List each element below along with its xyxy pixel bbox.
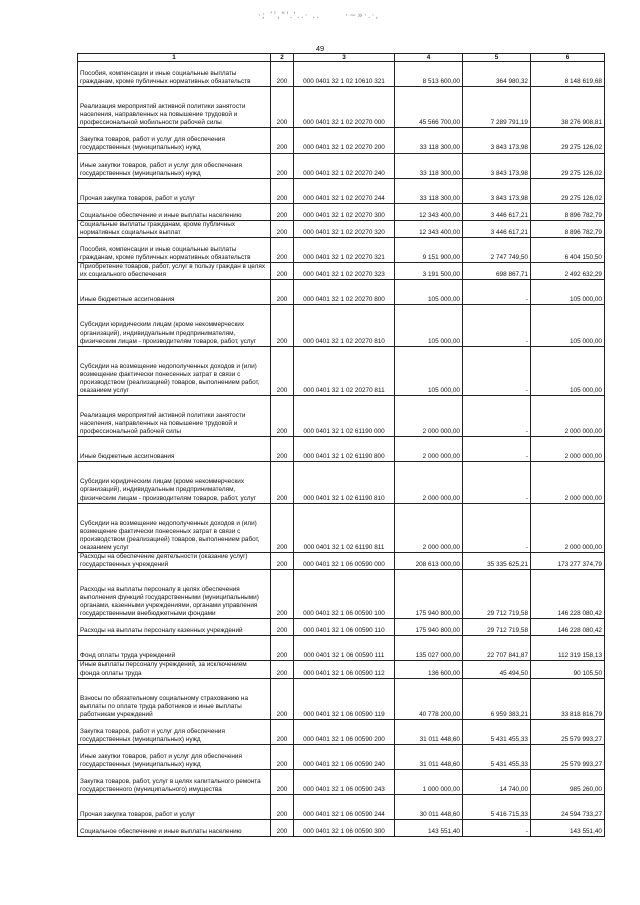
row-name-cell: Реализация мероприятий активной политики занятости населения, направленных на повышение трудовой и профессиональной рабочей силы xyxy=(78,395,271,436)
table-row xyxy=(78,280,605,305)
row-code-cell: 000 0401 32 1 06 00590 240 xyxy=(294,744,395,769)
row-name-cell: Иные выплаты персоналу учреждений, за исключением фонда оплаты труда xyxy=(78,661,271,678)
row-name-cell: Закупка товаров, работ, услуг в целях капитального ремонта государственного (муниципального) имущества xyxy=(78,770,271,795)
row-name-cell: Субсидии на возмещение недополученных доходов и (или) возмещение фактически понесенных затрат в связи с производством (реализацией) товаров, выполнением работ, оказанием услуг xyxy=(78,503,271,552)
row-col2-cell: 200 xyxy=(271,203,294,220)
row-code-cell: 000 0401 32 1 02 20270 000 xyxy=(294,87,395,128)
row-approved-cell: 12 343 400,00 xyxy=(395,203,463,220)
row-executed-cell: - xyxy=(463,280,531,305)
row-remaining-cell: 985 260,00 xyxy=(531,770,605,795)
row-code-cell: 000 0401 32 1 02 20270 811 xyxy=(294,346,395,395)
row-name-cell: Прочая закупка товаров, работ и услуг xyxy=(78,178,271,203)
row-name-cell: Социальные выплаты гражданам, кроме публичных нормативных социальных выплат xyxy=(78,220,271,237)
row-executed-cell: 3 843 173,98 xyxy=(463,153,531,178)
row-col2-cell: 200 xyxy=(271,178,294,203)
row-code-cell: 000 0401 32 1 02 20270 200 xyxy=(294,128,395,153)
table-row xyxy=(78,719,605,744)
row-approved-cell: 175 940 800,00 xyxy=(395,619,463,636)
row-executed-cell: 29 712 719,58 xyxy=(463,619,531,636)
row-approved-cell: 2 000 000,00 xyxy=(395,503,463,552)
row-code-cell: 000 0401 32 1 06 00590 244 xyxy=(294,795,395,820)
row-code-cell: 000 0401 32 1 06 00590 112 xyxy=(294,661,395,678)
row-remaining-cell: 105 000,00 xyxy=(531,280,605,305)
row-col2-cell: 200 xyxy=(271,437,294,462)
row-col2-cell: 200 xyxy=(271,619,294,636)
row-col2-cell: 200 xyxy=(271,636,294,661)
column-header: 1 xyxy=(78,54,271,62)
row-executed-cell: 3 446 617,21 xyxy=(463,203,531,220)
table-row xyxy=(78,503,605,552)
row-code-cell: 000 0401 32 1 06 00590 111 xyxy=(294,636,395,661)
row-remaining-cell: 143 551,40 xyxy=(531,820,605,837)
row-code-cell: 000 0401 32 1 06 00590 200 xyxy=(294,719,395,744)
row-col2-cell: 200 xyxy=(271,62,294,87)
row-executed-cell: - xyxy=(463,395,531,436)
budget-table xyxy=(77,53,605,837)
row-col2-cell: 200 xyxy=(271,719,294,744)
table-row xyxy=(78,178,605,203)
row-approved-cell: 143 551,40 xyxy=(395,820,463,837)
table-row xyxy=(78,128,605,153)
row-code-cell: 000 0401 32 1 02 61190 810 xyxy=(294,462,395,503)
row-name-cell: Субсидии на возмещение недополученных доходов и (или) возмещение фактически понесенных затрат в связи с производством (реализацией) товаров, выполнением работ, оказанием услуг xyxy=(78,346,271,395)
column-header: 2 xyxy=(271,54,294,62)
column-header: 4 xyxy=(395,54,463,62)
row-code-cell: 000 0401 32 1 06 00590 110 xyxy=(294,619,395,636)
row-approved-cell: 45 566 700,00 xyxy=(395,87,463,128)
row-col2-cell: 200 xyxy=(271,552,294,569)
row-code-cell: 000 0401 32 1 02 20270 240 xyxy=(294,153,395,178)
row-col2-cell: 200 xyxy=(271,661,294,678)
scan-mark-right: ·~»·.·, xyxy=(345,11,380,21)
table-row xyxy=(78,462,605,503)
row-name-cell: Субсидии юридическим лицам (кроме некоммерческих организаций), индивидуальным предпринимателям, физическим лицам - производителям товаров, работ, услуг xyxy=(78,305,271,346)
row-col2-cell: 200 xyxy=(271,795,294,820)
row-code-cell: 000 0401 32 1 06 00590 300 xyxy=(294,820,395,837)
table-row xyxy=(78,87,605,128)
row-remaining-cell: 2 000 000,00 xyxy=(531,503,605,552)
table-row xyxy=(78,569,605,618)
row-code-cell: 000 0401 32 1 02 61190 000 xyxy=(294,395,395,436)
table-row xyxy=(78,395,605,436)
table-row xyxy=(78,661,605,678)
row-approved-cell: 33 118 300,00 xyxy=(395,153,463,178)
row-executed-cell: 7 289 791,19 xyxy=(463,87,531,128)
row-executed-cell: 45 494,50 xyxy=(463,661,531,678)
row-code-cell: 000 0401 32 1 02 61190 800 xyxy=(294,437,395,462)
table-row xyxy=(78,305,605,346)
row-name-cell: Взносы по обязательному социальному страхованию на выплаты по оплате труда работников и иные выплаты работникам учреждений xyxy=(78,678,271,719)
row-approved-cell: 3 191 500,00 xyxy=(395,263,463,280)
row-col2-cell: 200 xyxy=(271,678,294,719)
table-row xyxy=(78,203,605,220)
row-col2-cell: 200 xyxy=(271,238,294,263)
row-name-cell: Расходы на выплаты персоналу казенных учреждений xyxy=(78,619,271,636)
table-row xyxy=(78,346,605,395)
row-code-cell: 000 0401 32 1 02 20270 800 xyxy=(294,280,395,305)
table-row xyxy=(78,552,605,569)
row-remaining-cell: 29 275 126,02 xyxy=(531,128,605,153)
row-remaining-cell: 2 000 000,00 xyxy=(531,437,605,462)
row-executed-cell: - xyxy=(463,346,531,395)
row-remaining-cell: 146 228 080,42 xyxy=(531,569,605,618)
row-approved-cell: 105 000,00 xyxy=(395,305,463,346)
table-row xyxy=(78,238,605,263)
row-name-cell: Пособия, компенсации и иные социальные выплаты гражданам, кроме публичных нормативных обязательств xyxy=(78,62,271,87)
row-name-cell: Расходы на выплаты персоналу в целях обеспечения выполнения функций государственными (муниципальными) органами, казенными учреждениями, органами управления государственными внебюджетными фондами xyxy=(78,569,271,618)
row-approved-cell: 33 118 300,00 xyxy=(395,128,463,153)
row-executed-cell: 6 959 383,21 xyxy=(463,678,531,719)
row-col2-cell: 200 xyxy=(271,346,294,395)
row-name-cell: Иные закупки товаров, работ и услуг для обеспечения государственных (муниципальных) нужд xyxy=(78,153,271,178)
row-remaining-cell: 105 000,00 xyxy=(531,346,605,395)
table-row xyxy=(78,820,605,837)
table-row xyxy=(78,153,605,178)
row-name-cell: Иные бюджетные ассигнования xyxy=(78,280,271,305)
column-header: 5 xyxy=(463,54,531,62)
table-row xyxy=(78,795,605,820)
row-name-cell: Иные бюджетные ассигнования xyxy=(78,437,271,462)
row-code-cell: 000 0401 32 1 02 61190 811 xyxy=(294,503,395,552)
row-name-cell: Иные закупки товаров, работ и услуг для обеспечения государственных (муниципальных) нужд xyxy=(78,744,271,769)
row-executed-cell: 698 867,71 xyxy=(463,263,531,280)
row-executed-cell: - xyxy=(463,305,531,346)
row-remaining-cell: 90 105,50 xyxy=(531,661,605,678)
table-row xyxy=(78,678,605,719)
row-name-cell: Закупка товаров, работ и услуг для обеспечения государственных (муниципальных) нужд xyxy=(78,128,271,153)
row-approved-cell: 2 000 000,00 xyxy=(395,395,463,436)
row-code-cell: 000 0401 32 1 06 00590 100 xyxy=(294,569,395,618)
row-code-cell: 000 0401 32 1 06 00590 000 xyxy=(294,552,395,569)
row-approved-cell: 2 000 000,00 xyxy=(395,462,463,503)
row-approved-cell: 12 343 400,00 xyxy=(395,220,463,237)
scan-mark-left: ·; ’',"'.'..· .. xyxy=(258,11,321,21)
row-remaining-cell: 24 594 733,27 xyxy=(531,795,605,820)
table-row xyxy=(78,263,605,280)
row-executed-cell: 5 431 455,33 xyxy=(463,719,531,744)
row-remaining-cell: 8 896 782,79 xyxy=(531,220,605,237)
row-name-cell: Пособия, компенсации и иные социальные выплаты гражданам, кроме публичных нормативных обязательств xyxy=(78,238,271,263)
row-remaining-cell: 2 000 000,00 xyxy=(531,462,605,503)
row-remaining-cell: 29 275 126,02 xyxy=(531,153,605,178)
row-approved-cell: 1 000 000,00 xyxy=(395,770,463,795)
row-remaining-cell: 8 148 619,68 xyxy=(531,62,605,87)
row-name-cell: Реализация мероприятий активной политики занятости населения, направленных на повышение трудовой и профессиональной мобильности рабочей силы xyxy=(78,87,271,128)
row-col2-cell: 200 xyxy=(271,462,294,503)
row-approved-cell: 9 151 900,00 xyxy=(395,238,463,263)
row-code-cell: 000 0401 32 1 06 00590 119 xyxy=(294,678,395,719)
row-remaining-cell: 8 896 782,79 xyxy=(531,203,605,220)
row-executed-cell: 3 446 617,21 xyxy=(463,220,531,237)
table-row xyxy=(78,636,605,661)
column-header-row xyxy=(78,54,605,62)
row-executed-cell: 3 843 173,98 xyxy=(463,178,531,203)
row-name-cell: Фонд оплаты труда учреждений xyxy=(78,636,271,661)
table-row xyxy=(78,437,605,462)
table-row xyxy=(78,220,605,237)
row-executed-cell: 35 335 625,21 xyxy=(463,552,531,569)
row-col2-cell: 200 xyxy=(271,220,294,237)
row-col2-cell: 200 xyxy=(271,263,294,280)
row-remaining-cell: 2 492 632,29 xyxy=(531,263,605,280)
row-name-cell: Субсидии юридическим лицам (кроме некоммерческих организаций), индивидуальным предпринимателям, физическим лицам - производителям товаров, работ, услуг xyxy=(78,462,271,503)
table-row xyxy=(78,619,605,636)
row-remaining-cell: 2 000 000,00 xyxy=(531,395,605,436)
row-executed-cell: 22 707 841,87 xyxy=(463,636,531,661)
row-remaining-cell: 146 228 080,42 xyxy=(531,619,605,636)
table-row xyxy=(78,770,605,795)
row-executed-cell: 364 980,32 xyxy=(463,62,531,87)
row-executed-cell: 3 843 173,98 xyxy=(463,128,531,153)
row-remaining-cell: 173 277 374,79 xyxy=(531,552,605,569)
row-approved-cell: 31 011 448,60 xyxy=(395,719,463,744)
row-col2-cell: 200 xyxy=(271,395,294,436)
row-col2-cell: 200 xyxy=(271,569,294,618)
row-name-cell: Социальное обеспечение и иные выплаты населению xyxy=(78,203,271,220)
row-remaining-cell: 25 579 993,27 xyxy=(531,719,605,744)
page-number: 49 xyxy=(315,44,325,53)
row-name-cell: Прочая закупка товаров, работ и услуг xyxy=(78,795,271,820)
table-row xyxy=(78,744,605,769)
row-code-cell: 000 0401 32 1 02 10610 321 xyxy=(294,62,395,87)
row-code-cell: 000 0401 32 1 06 00590 243 xyxy=(294,770,395,795)
row-executed-cell: 14 740,00 xyxy=(463,770,531,795)
row-approved-cell: 40 778 200,00 xyxy=(395,678,463,719)
row-remaining-cell: 33 818 816,79 xyxy=(531,678,605,719)
row-approved-cell: 105 000,00 xyxy=(395,346,463,395)
row-approved-cell: 30 011 448,60 xyxy=(395,795,463,820)
row-code-cell: 000 0401 32 1 02 20270 323 xyxy=(294,263,395,280)
row-col2-cell: 200 xyxy=(271,153,294,178)
row-approved-cell: 175 940 800,00 xyxy=(395,569,463,618)
row-col2-cell: 200 xyxy=(271,87,294,128)
row-col2-cell: 200 xyxy=(271,305,294,346)
row-col2-cell: 200 xyxy=(271,770,294,795)
row-col2-cell: 200 xyxy=(271,503,294,552)
table-body xyxy=(78,62,605,837)
row-approved-cell: 135 027 000,00 xyxy=(395,636,463,661)
row-executed-cell: - xyxy=(463,820,531,837)
row-approved-cell: 105 000,00 xyxy=(395,280,463,305)
row-executed-cell: 29 712 719,58 xyxy=(463,569,531,618)
column-header: 3 xyxy=(294,54,395,62)
row-code-cell: 000 0401 32 1 02 20270 810 xyxy=(294,305,395,346)
row-executed-cell: 5 431 455,33 xyxy=(463,744,531,769)
row-approved-cell: 31 011 448,60 xyxy=(395,744,463,769)
row-approved-cell: 2 000 000,00 xyxy=(395,437,463,462)
row-remaining-cell: 38 276 908,81 xyxy=(531,87,605,128)
row-approved-cell: 33 118 300,00 xyxy=(395,178,463,203)
row-col2-cell: 200 xyxy=(271,280,294,305)
row-code-cell: 000 0401 32 1 02 20270 300 xyxy=(294,203,395,220)
table-row xyxy=(78,62,605,87)
row-remaining-cell: 25 579 993,27 xyxy=(531,744,605,769)
row-remaining-cell: 6 404 150,50 xyxy=(531,238,605,263)
row-remaining-cell: 105 000,00 xyxy=(531,305,605,346)
row-executed-cell: 5 416 715,33 xyxy=(463,795,531,820)
row-name-cell: Закупка товаров, работ и услуг для обеспечения государственных (муниципальных) нужд xyxy=(78,719,271,744)
row-col2-cell: 200 xyxy=(271,128,294,153)
row-col2-cell: 200 xyxy=(271,820,294,837)
row-approved-cell: 8 513 600,00 xyxy=(395,62,463,87)
row-executed-cell: 2 747 749,50 xyxy=(463,238,531,263)
row-col2-cell: 200 xyxy=(271,744,294,769)
row-code-cell: 000 0401 32 1 02 20270 320 xyxy=(294,220,395,237)
row-executed-cell: - xyxy=(463,437,531,462)
row-remaining-cell: 29 275 126,02 xyxy=(531,178,605,203)
row-name-cell: Расходы на обеспечение деятельности (оказание услуг) государственных учреждений xyxy=(78,552,271,569)
row-approved-cell: 208 613 000,00 xyxy=(395,552,463,569)
row-code-cell: 000 0401 32 1 02 20270 244 xyxy=(294,178,395,203)
row-approved-cell: 136 600,00 xyxy=(395,661,463,678)
row-remaining-cell: 112 319 158,13 xyxy=(531,636,605,661)
column-header: 6 xyxy=(531,54,605,62)
row-name-cell: Приобретение товаров, работ, услуг в пользу граждан в целях их социального обеспечения xyxy=(78,263,271,280)
row-name-cell: Социальное обеспечение и иные выплаты населению xyxy=(78,820,271,837)
row-code-cell: 000 0401 32 1 02 20270 321 xyxy=(294,238,395,263)
row-executed-cell: - xyxy=(463,462,531,503)
row-executed-cell: - xyxy=(463,503,531,552)
